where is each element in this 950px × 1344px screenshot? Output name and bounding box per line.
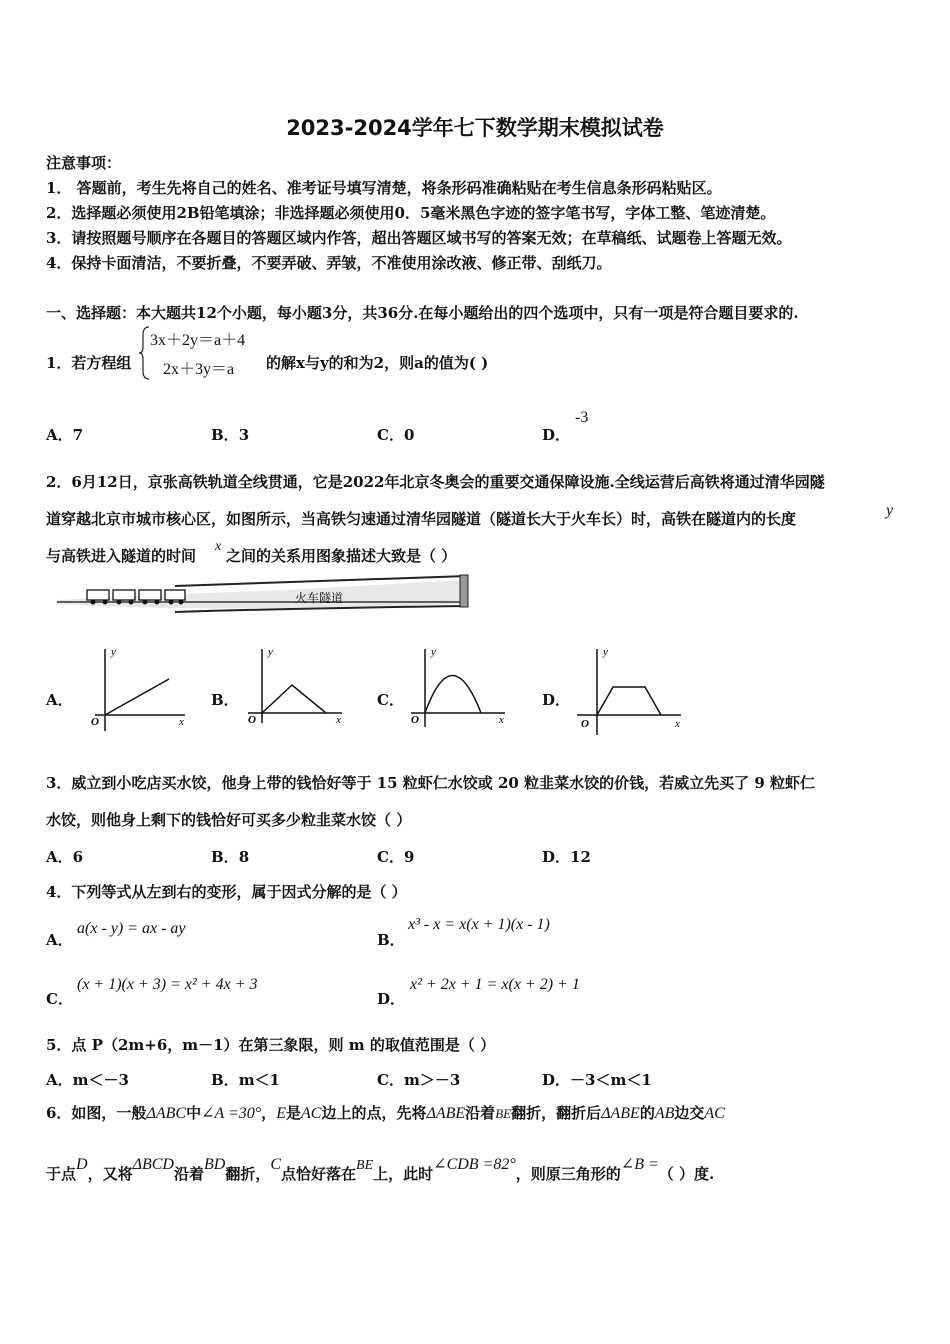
q3-option-a[interactable]: A．6: [46, 848, 84, 866]
svg-text:y: y: [431, 646, 436, 658]
graph-a-line: [105, 679, 169, 715]
q1-option-b[interactable]: B．3: [211, 426, 250, 444]
svg-text:O: O: [581, 718, 589, 730]
page-title: 2023-2024学年七下数学期末模拟试卷: [286, 116, 664, 140]
q2-graph-b: [242, 643, 347, 738]
svg-text:x: x: [499, 714, 504, 726]
q2-var-y: y: [886, 502, 894, 519]
svg-text:x: x: [336, 714, 341, 726]
graph-b-line: [262, 685, 326, 713]
q1-option-d-value: -3: [575, 409, 589, 426]
q1-option-a[interactable]: A．7: [46, 426, 84, 444]
graph-d-line: [597, 687, 661, 715]
q4-option-b[interactable]: B．: [377, 931, 405, 949]
q5-option-c[interactable]: C．m＞－3: [377, 1071, 461, 1089]
q5-option-d[interactable]: D．－3＜m＜1: [542, 1071, 652, 1089]
svg-text:x: x: [179, 716, 184, 728]
q1-lead: 1．若方程组: [46, 354, 132, 372]
q4-option-b-expr: x³ - x = x(x + 1)(x - 1): [408, 916, 550, 933]
q1-option-c[interactable]: C．0: [377, 426, 415, 444]
q6-line-2: 于点D，又将ΔBCD沿着BD翻折，C点恰好落在BE上，此时∠CDB =82°，则原三角形的∠B =（ ）度.: [46, 1156, 715, 1183]
note-item-4: 4．保持卡面清洁，不要折叠，不要弄破、弄皱，不准使用涂改液、修正带、刮纸刀。: [46, 254, 612, 272]
q2-option-b[interactable]: B．: [211, 691, 239, 709]
q2-option-d[interactable]: D．: [542, 691, 571, 709]
q2-line-3b: 之间的关系用图象描述大致是（ ）: [226, 547, 457, 565]
q2-graph-c: [405, 643, 510, 738]
svg-text:O: O: [411, 714, 419, 726]
q2-line-1: 2．6月12日，京张高铁轨道全线贯通，它是2022年北京冬奥会的重要交通保障设施.全线运营后高铁将通过清华园隧: [46, 473, 825, 491]
q3-option-d[interactable]: D．12: [542, 848, 591, 866]
svg-text:y: y: [111, 646, 116, 658]
svg-text:y: y: [603, 646, 608, 658]
q5-option-b[interactable]: B．m＜1: [211, 1071, 280, 1089]
q6-line-1: 6．如图，一般ΔABC中∠A =30°，E是AC边上的点，先将ΔABE沿着BE翻折，翻折后ΔABE的AB边交AC: [46, 1104, 725, 1122]
tunnel-label: 火车隧道: [295, 591, 344, 605]
q5-option-a[interactable]: A．m＜－3: [46, 1071, 129, 1089]
section-heading: 一、选择题：本大题共12个小题，每小题3分，共36分.在每小题给出的四个选项中，只有一项是符合题目要求的.: [46, 304, 799, 322]
svg-text:O: O: [248, 714, 256, 726]
note-item-2: 2．选择题必须使用2B铅笔填涂；非选择题必须使用0．5毫米黑色字迹的签字笔书写，字体工整、笔迹清楚。: [46, 204, 776, 222]
notes-heading: 注意事项：: [46, 154, 122, 172]
q4-option-c-expr: (x + 1)(x + 3) = x² + 4x + 3: [77, 976, 258, 993]
q2-option-a[interactable]: A．: [46, 691, 73, 709]
q4-option-c[interactable]: C．: [46, 990, 73, 1008]
tunnel-figure: [55, 572, 475, 616]
svg-text:y: y: [268, 646, 273, 658]
q2-graph-d: [575, 643, 685, 738]
q4-option-a[interactable]: A．: [46, 931, 73, 949]
q1-equation-1: 3x＋2y＝a＋4: [150, 332, 246, 349]
svg-text:O: O: [91, 716, 99, 728]
q1-tail: 的解x与y的和为2，则a的值为( ): [266, 354, 489, 372]
q2-var-x: x: [215, 539, 222, 554]
q2-line-3a: 与高铁进入隧道的时间: [46, 547, 197, 565]
q4-option-d[interactable]: D．: [377, 990, 406, 1008]
svg-text:x: x: [675, 718, 680, 730]
q1-option-d[interactable]: D．: [542, 426, 571, 444]
graph-c-curve: [425, 676, 481, 714]
q2-graph-a: [85, 643, 190, 738]
q4-stem: 4．下列等式从左到右的变形，属于因式分解的是（ ）: [46, 883, 407, 901]
note-item-1: 1． 答题前，考生先将自己的姓名、准考证号填写清楚，将条形码准确粘贴在考生信息条形码粘贴区。: [46, 179, 722, 197]
q4-option-d-expr: x² + 2x + 1 = x(x + 2) + 1: [410, 976, 580, 993]
q2-option-c[interactable]: C．: [377, 691, 404, 709]
q3-line-1: 3．威立到小吃店买水饺，他身上带的钱恰好等于 15 粒虾仁水饺或 20 粒韭菜水饺的价钱，若威立先买了 9 粒虾仁: [46, 774, 815, 792]
q3-option-b[interactable]: B．8: [211, 848, 250, 866]
q4-option-a-expr: a(x - y) = ax - ay: [77, 920, 186, 937]
q3-line-2: 水饺，则他身上剩下的钱恰好可买多少粒韭菜水饺（ ）: [46, 811, 412, 829]
q2-line-2: 道穿越北京市城市核心区，如图所示，当高铁匀速通过清华园隧道（隧道长大于火车长）时，高铁在隧道内的长度: [46, 510, 797, 528]
q3-option-c[interactable]: C．9: [377, 848, 415, 866]
q5-stem: 5．点 P（2m+6，m－1）在第三象限，则 m 的取值范围是（ ）: [46, 1036, 496, 1054]
q1-equation-2: 2x＋3y＝a: [163, 361, 235, 378]
note-item-3: 3．请按照题号顺序在各题目的答题区域内作答，超出答题区域书写的答案无效；在草稿纸、试题卷上答题无效。: [46, 229, 792, 247]
